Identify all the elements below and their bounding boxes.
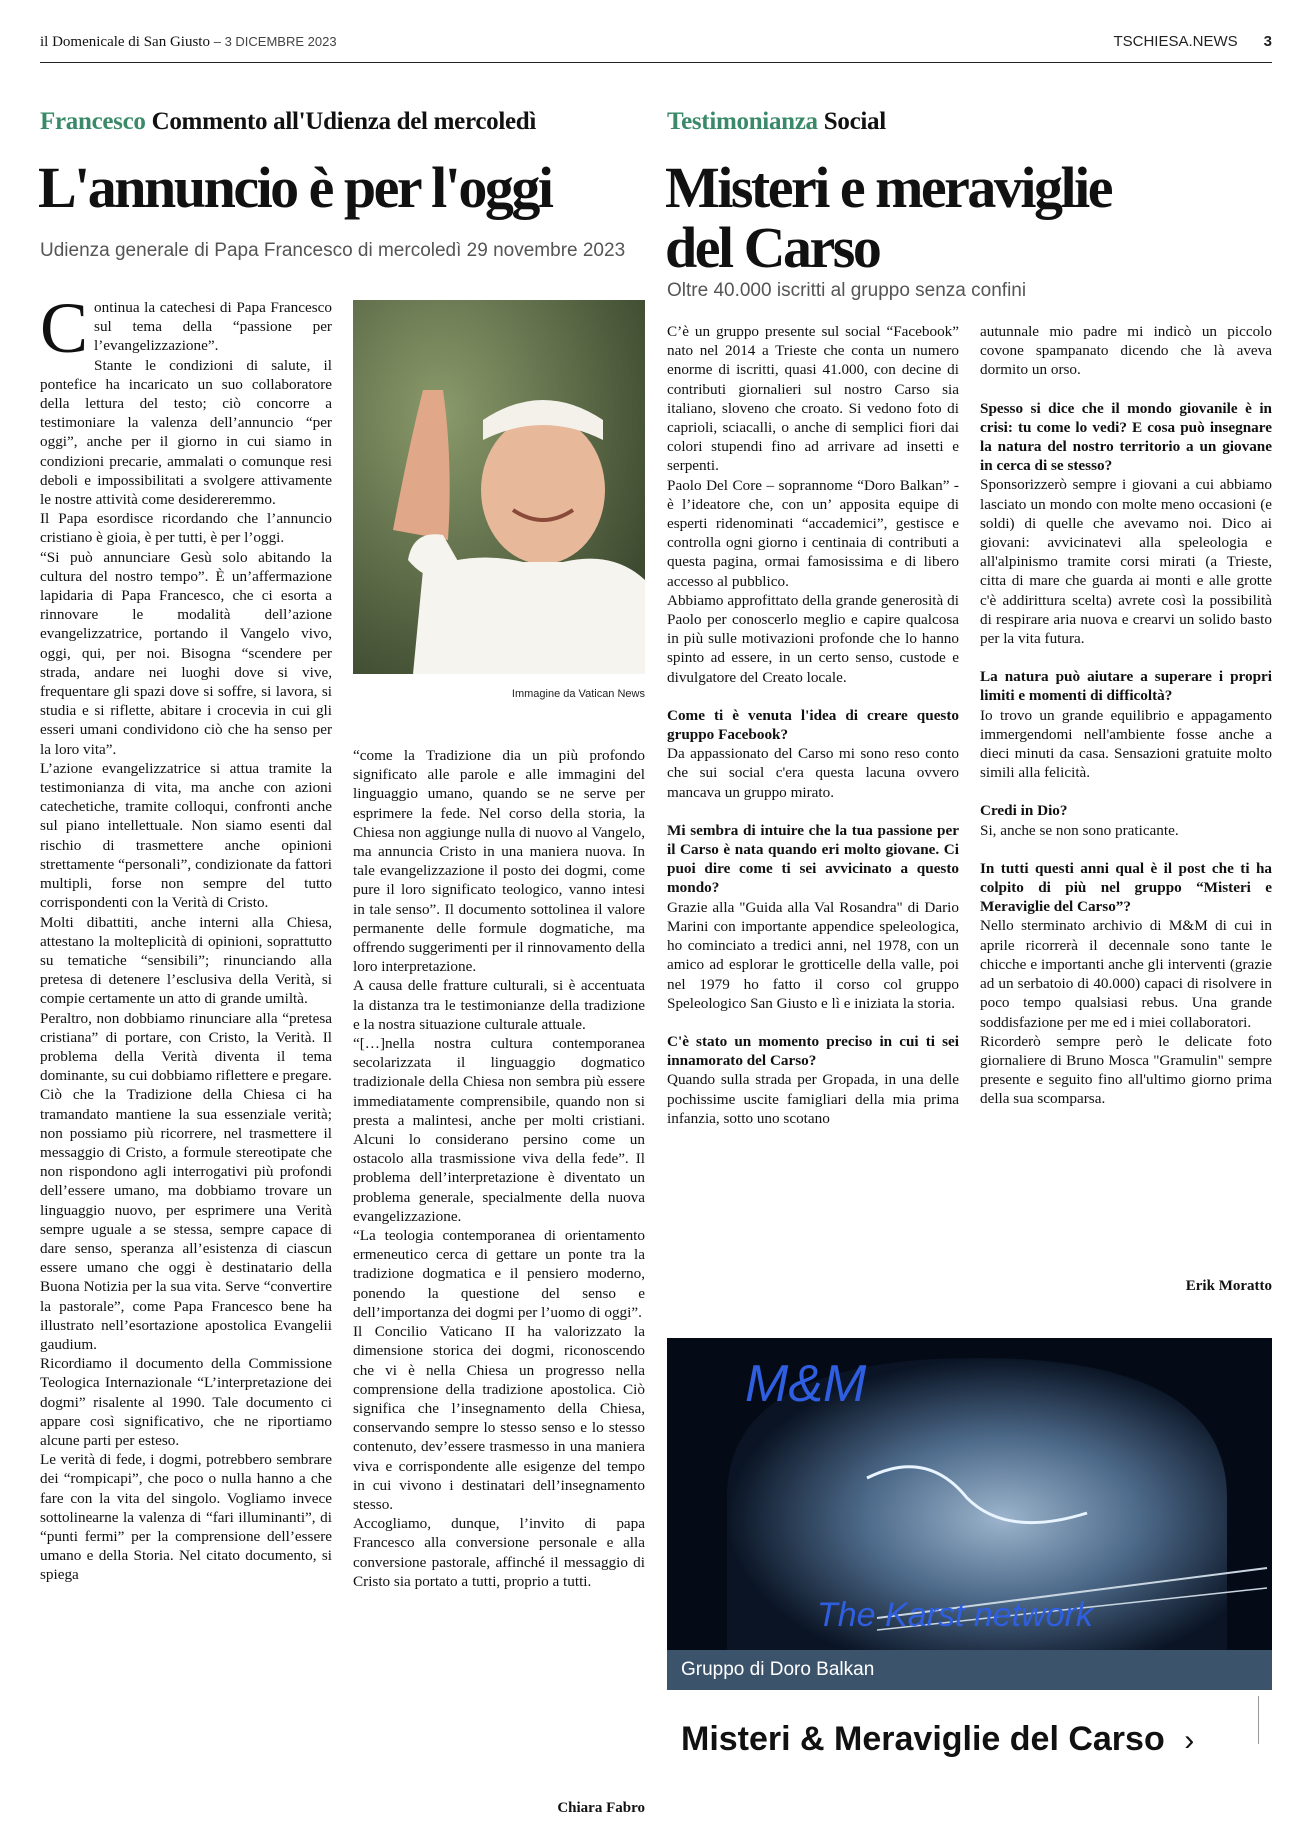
paragraph: Grazie alla "Guida alla Val Rosandra" di Dario Marini con importante appendice speleologica, ho cominciato a tredici anni, nel 1978, con un amico ad esplorar le grotticelle della valle, poi nel 1979 ho fatto il corso col gruppo Speleologico San Giusto e lì e iniziata la storia.	[667, 898, 959, 1012]
interview-question: Spesso si dice che il mondo giovanile è in crisi: tu come lo vedi? E cosa può insegnare la natura del nostro territorio a un giovane in cerca di se stesso?	[980, 399, 1272, 475]
interview-question: C'è stato un momento preciso in cui ti sei innamorato del Carso?	[667, 1032, 959, 1070]
site-name[interactable]: TSCHIESA.NEWS	[1113, 33, 1238, 50]
paragraph: Accogliamo, dunque, l’invito di papa Francesco alla conversione personale e alla conversione pastorale, affinché il messaggio di Cristo sia portato a tutti, proprio a tutti.	[353, 1515, 645, 1590]
paragraph: Il Papa esordisce ricordando che l’annuncio cristiano è gioia, è per tutti, è per l’oggi.	[40, 510, 332, 547]
paragraph: Si, anche se non sono praticante.	[980, 821, 1179, 839]
paragraph: “[…]nella nostra cultura contemporanea secolarizzata il linguaggio dogmatico tradizionale della Chiesa non sembra più essere immediatamente comprensibile, quando non si presta a malintesi, anche per molti cristiani. Alcuni lo considerano persino come un ostacolo alla trasmissione viva della fede”. Il problema dell’interpretazione è diventato un problema generale, specialmente della nuova evangelizzazione.	[353, 1035, 645, 1225]
left-column-2-body	[353, 746, 645, 1591]
right-headline	[665, 155, 1111, 280]
paragraph: autunnale mio padre mi indicò un piccolo covone spampanato dicendo che là aveva dormito un orso.	[980, 323, 1272, 379]
paragraph: Nello sterminato archivio di M&M di cui in aprile ricorrerà il decennale sono tante le chicche e importanti anche gli interventi (grazie ad un serbatoio di 40.000) capaci di risolvere in poco tempo qualsiasi rebus. Una grande soddisfazione per me ed i miei collaboratori.	[980, 917, 1272, 1031]
group-link[interactable]	[681, 1720, 1194, 1759]
paragraph: Abbiamo approfittato della grande generosità di Paolo per conoscerlo meglio e capire qualcosa in più sulle motivazioni profonde che lo hanno spinto ad essere, in un certo senso, custode e divulgatore del Creato locale.	[667, 591, 959, 686]
paragraph: Ciò che la Tradizione della Chiesa ci ha tramandato mantiene la sua essenziale verità; non possiamo più ricorrere, nel trasmettere il messaggio di Cristo, a formule stereotipate che non rispondono agli interrogativi più profondi dell’essere umano, ma dobbiamo trovare un linguaggio nuovo, per esprimere una Verità sempre uguale a se stessa, sempre capace di dare senso, speranza all’esistenza di ciascun essere umano che oggi è destinatario della Buona Notizia per la sua vita. Serve “convertire la pastorale”, come Papa Francesco bene ha illustrato nell’esortazione apostolica Evangelii gaudium.	[40, 1086, 332, 1353]
group-link-title[interactable]: Misteri & Meraviglie del Carso	[681, 1720, 1165, 1758]
right-column-2-body	[980, 322, 1272, 1109]
interview-question: Come ti è venuta l'idea di creare questo gruppo Facebook?	[667, 706, 959, 744]
paragraph: Ricorderò sempre però le delicate foto giornaliere di Bruno Mosca "Gramulin" sempre presente e seguito fino all'ultimo giorno prima della sua scomparsa.	[980, 1032, 1272, 1108]
right-column-1-body	[667, 322, 959, 1128]
right-headline-line-1: Misteri e meraviglie	[665, 155, 1111, 220]
drop-cap: C	[40, 288, 89, 368]
issue-date: – 3 DICEMBRE 2023	[213, 34, 337, 49]
right-kicker-section: Testimonianza	[667, 108, 818, 135]
left-headline: L'annuncio è per l'oggi	[38, 155, 552, 220]
interview-question: La natura può aiutare a superare i propri limiti e momenti di difficoltà?	[980, 668, 1272, 705]
left-byline: Chiara Fabro	[557, 1800, 645, 1816]
left-kicker	[40, 108, 536, 136]
left-subtitle: Udienza generale di Papa Francesco di mercoledì 29 novembre 2023	[40, 240, 626, 261]
paragraph: Ricordiamo il documento della Commissione Teologica Internazionale “L’interpretazione dei dogmi” risalente al 1990. Tale documento ci appare così significativo, che ne riportiamo alcune parti per esteso.	[40, 1355, 332, 1449]
paragraph: Il Concilio Vaticano II ha valorizzato la dimensione storica dei dogmi, riconoscendo che vi è nella Chiesa un progresso nella comprensione della tradizione apostolica. Ciò significa che l’insegnamento della Chiesa, conservando sempre lo stesso senso e lo stesso contenuto, dev’essere trasmesso in una maniera viva e corrispondente alle esigenze del tempo in cui vivono i destinatari dell’insegnamento stesso.	[353, 1323, 645, 1513]
pope-photo	[353, 300, 645, 674]
right-column-1	[667, 322, 959, 1128]
paragraph: ontinua la catechesi di Papa Francesco sul tema della “passione per l’evangelizzazione”.	[94, 299, 332, 355]
chevron-right-icon[interactable]: ›	[1184, 1724, 1195, 1757]
mm-tagline: The Karst network	[817, 1596, 1093, 1634]
pope-photo-illustration	[353, 300, 645, 674]
paragraph: Io trovo un grande equilibrio e appagamento immergendomi nell'ambiente fosse anche a dieci minuti da casa. Sensazioni gratuite molto simili alla felicità.	[980, 706, 1272, 782]
paragraph: Da appassionato del Carso mi sono reso conto che sui social c'era questa lacuna ovvero mancava un gruppo mirato.	[667, 745, 959, 801]
paragraph: Le verità di fede, i dogmi, potrebbero sembrare dei “rompicapi”, che poco o nulla hanno a che fare con la vita del singolo. Vogliamo invece sottolinearne la valenza di “fari illuminanti”, di “punti fermi” per la comprensione dell’essere umano e della Storia. Nel citato documento, si spiega	[40, 1451, 332, 1584]
left-kicker-topic: Commento all'Udienza del mercoledì	[151, 108, 537, 135]
paragraph: “Si può annunciare Gesù solo abitando la cultura del nostro tempo”. È un’affermazione lapidaria di Papa Francesco, che ci esorta a rinnovare le modalità dell’azione evangelizzatrice, portando il Vangelo vivo, oggi, qui, per noi. Bisogna “scendere per strada, andare nei luoghi dove si vive, frequentare gli spazi dove si soffre, si lavora, si studia e si riflette, abitare i crocevia in cui gli esseri umani condividono ciò che ha senso per la loro vita”.	[40, 548, 332, 758]
image-caption-bar: Gruppo di Doro Balkan	[667, 1650, 1272, 1690]
right-headline-line-2: del Carso	[665, 215, 880, 280]
paragraph: A causa delle fratture culturali, si è accentuata la distanza tra le testimonianze della tradizione e la nostra situazione culturale attuale.	[353, 977, 645, 1033]
paragraph: Molti dibattiti, anche interni alla Chiesa, attestano la molteplicità di opinioni, soprattutto su tematiche “sensibili”; rinunciando alla pretesa di detenere l’esclusiva della Verità, si compie certamente un atto di grande umiltà.	[40, 913, 332, 1008]
paragraph: Peraltro, non dobbiamo rinunciare alla “pretesa cristiana” di portare, con Cristo, la Verità. Il problema della Verità diventa il tema dominante, su cui dobbiamo riflettere e pregare.	[40, 1009, 332, 1085]
interview-question: In tutti questi anni qual è il post che ti ha colpito di più nel gruppo “Misteri e Meraviglie del Carso”?	[980, 859, 1272, 916]
paragraph: Stante le condizioni di salute, il pontefice ha incaricato un suo collaboratore della lettura del testo; ciò concorre a testimoniare la valenza dell’annuncio “per oggi”, anche per il giorno in cui siamo in condizioni precarie, ammalati o comunque resi deboli e impossibilitati a svolgere attivamente le nostre attività come desidereremmo.	[40, 356, 332, 509]
paragraph: “come la Tradizione dia un più profondo significato alle parole e alle immagini del linguaggio umano, quando se ne serve per esprimere la fede. Nel corso della storia, la Chiesa non aggiunge nulla di nuovo al Vangelo, ma annuncia Cristo in una maniera nuova. In tale evangelizzazione il posto dei dogmi, come pure il loro significato teologico, vanno intesi in tale senso”. Il documento sottolinea il valore permanente delle formule dogmatiche, ma offrendo suggerimenti per il rinnovamento della loro interpretazione.	[353, 747, 645, 976]
publication-name: il Domenicale di San Giusto	[40, 34, 210, 50]
link-divider	[1258, 1696, 1259, 1744]
interview-question: Mi sembra di intuire che la tua passione per il Carso è nata quando eri molto giovane. Ci puoi dire come ti sei avvicinato a questo mondo?	[667, 821, 959, 897]
right-kicker-topic: Social	[823, 108, 886, 135]
paragraph: Quando sulla strada per Gropada, in una delle pochissime uscite famigliari della mia prima infanzia, sotto uno scotano	[667, 1071, 959, 1127]
left-kicker-section: Francesco	[40, 108, 146, 135]
left-column-1-body	[40, 288, 332, 1585]
karst-network-image[interactable]	[667, 1338, 1272, 1686]
paragraph: C’è un gruppo presente sul social “Facebook” nato nel 2014 a Trieste che conta un numero enorme di iscritti, quasi 41.000, con decine di contributi giornalieri sul nostro Carso sia italiano, sloveno che croato. Si vedono foto di caprioli, sciacalli, o anche di semplici fiori dai colori stupendi fino ad arrivare ad insetti e serpenti.	[667, 323, 959, 475]
paragraph: L’azione evangelizzatrice si attua tramite la testimonianza di vita, ma anche con azioni catechetiche, tramite colloqui, confronti anche sul piano intellettuale. Non siamo esenti dal rischio di trasmettere anche opinioni strettamente “personali”, condizionate da fattori multipli, forse non sempre del tutto corrispondenti con la Verità di Cristo.	[40, 759, 332, 912]
right-column-2	[980, 322, 1272, 1109]
paragraph: Paolo Del Core – soprannome “Doro Balkan” - è l’ideatore che, con un’ apposita equipe di esperti ridenominati “accademici”, gestisce e controlla ogni giorno i centinaia di contributi a questa pagina, ormai famosissima e di libero accesso al pubblico.	[667, 476, 959, 590]
paragraph: “La teologia contemporanea di orientamento ermeneutico cerca di gettare un ponte tra la tradizione dogmatica e il pensiero moderno, ponendo la questione del senso e dell’importanza dei dogmi per l’uomo di oggi”.	[353, 1227, 645, 1321]
mm-logo: M&M	[745, 1355, 867, 1413]
header-divider	[40, 62, 1272, 63]
header-publication	[40, 34, 337, 51]
left-column-2	[353, 746, 645, 1591]
right-subtitle: Oltre 40.000 iscritti al gruppo senza confini	[667, 280, 1027, 301]
right-kicker	[667, 108, 886, 136]
interview-question: Credi in Dio?	[980, 802, 1068, 820]
paragraph: Sponsorizzerò sempre i giovani a cui abbiamo lasciato un mondo con molte meno occasioni (e soldi) di quelle che avevamo noi. Dico ai giovani: avvicinatevi alla speleologia e all'alpinismo tramite corsi mirati (a Trieste, citta di mare che guarda ai monti e alle grotte c'è addirittura scelta) avrete così la possibilità di respirare aria nuova e crearvi un solido basto per la vita futura.	[980, 476, 1272, 648]
page-number: 3	[1263, 33, 1272, 50]
right-byline: Erik Moratto	[1185, 1278, 1272, 1294]
photo-caption: Immagine da Vatican News	[511, 688, 645, 700]
left-column-1	[40, 288, 332, 1585]
header-site	[1113, 33, 1272, 50]
